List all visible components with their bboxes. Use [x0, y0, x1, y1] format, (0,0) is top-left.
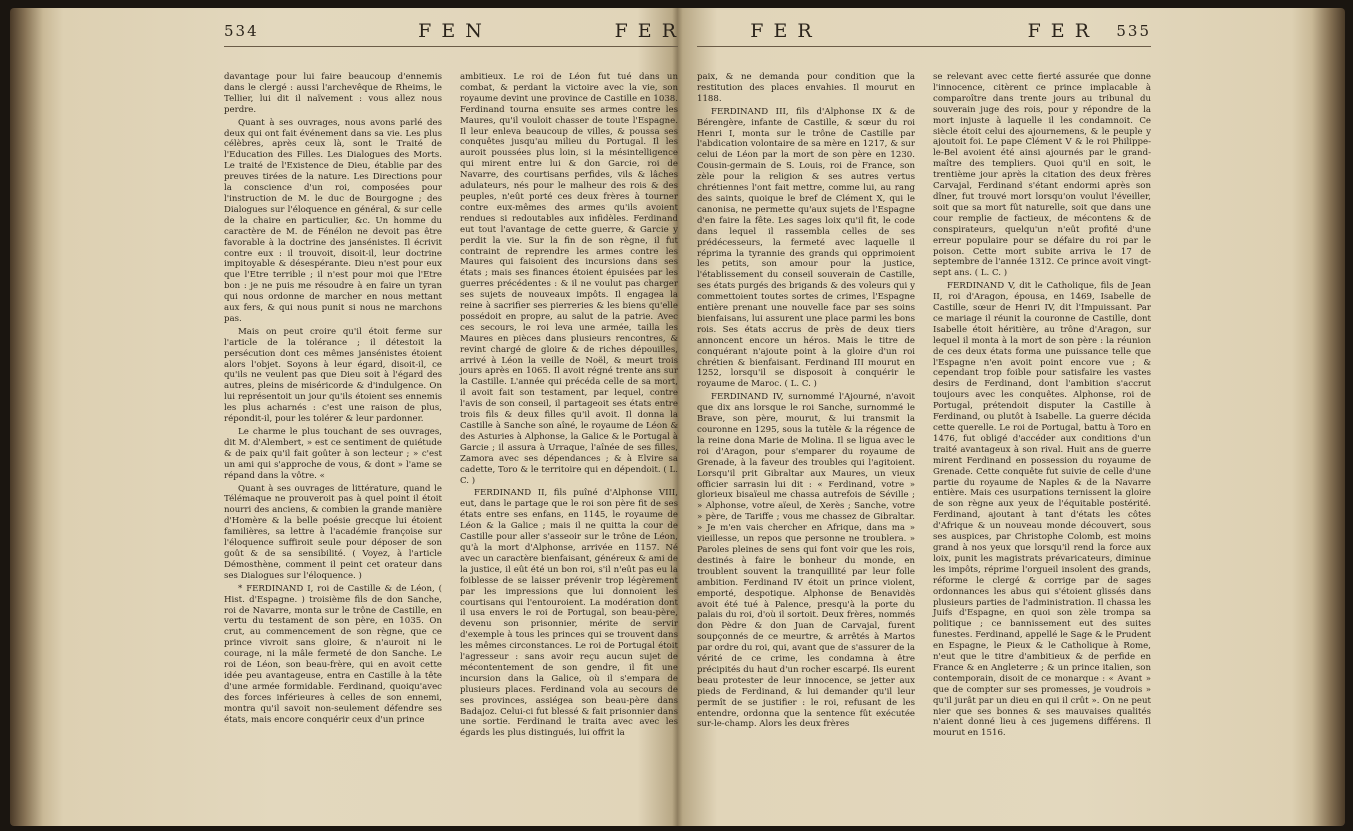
paragraph-entry: FERDINAND V, dit le Catholique, fils de Jean II, roi d'Aragon, épousa, en 1469, Isabelle de Castille, sœur de Henri IV, dit l'Impuissant. Par ce mariage il réunit la couronne de Castille, dont Isabelle étoit héritière, au trône d'Aragon, sur lequel il monta à la mort de son père : la réunion de ces deux états forma une puissance telle que l'Espagne n'en avoit point encore vue ; & cependant trop foible pour satisfaire les vastes desirs de Ferdinand, dont l'ambition s'accrut toujours avec les conquêtes. Alphonse, roi de Portugal, prétendoit disputer la Castille à Ferdinand, ou plutôt à Isabelle. La guerre décida cette querelle. Le roi de Portugal, battu à Toro en 1476, fut obligé d'accéder aux conditions d'un traité avantageux à son rival. Huit ans de guerre mirent Ferdinand en possession du royaume de Grenade. Cette conquête fut suivie de celle d'une partie du royaume de Naples & de la Navarre entière. Mais ces usurpations ternissent la gloire de son règne aux yeux de l'équitable postérité. Ferdinand, ajoutant à tant d'états les côtes d'Afrique & un nouveau monde découvert, sous ses auspices, par Christophe Colomb, est moins grand à nos yeux que lorsqu'il rend la force aux loix, punit les magistrats prévaricateurs, diminue les impôts, réprime l'orgueil insolent des grands, réforme le clergé & corrige par de sages ordonnances les abus qui s'étoient glissés dans plusieurs parties de l'administration. Il chassa les Juifs d'Espagne, en quoi son zèle trompa sa politique ; ce bannissement eut des suites funestes. Ferdinand, appellé le Sage & le Prudent en Espagne, le Pieux & le Catholique à Rome, n'eut que le titre d'ambitieux & de perfide en France & en Angleterre ; & un prince italien, son contemporain, disoit de ce monarque : « Avant » que de compter sur ses promesses, je voudrois » qu'il jurât par un dieu en qui il crût ». On ne peut nier que ses bonnes & ses mauvaises qualités n'aient donné lieu à ces jugemens différens. Il mourut en 1516. — [933, 281, 1151, 739]
text-column-right — [933, 72, 1151, 739]
text-column-left — [224, 72, 442, 725]
head-rule — [224, 46, 678, 47]
text-column-left — [697, 72, 915, 730]
paragraph: davantage pour lui faire beaucoup d'ennemis dans le clergé : aussi l'archevêque de Rheims, le Tellier, lui dit il naïvement : vous allez nous perdre. — [224, 72, 442, 115]
paragraph-entry: FERDINAND IV, surnommé l'Ajourné, n'avoit que dix ans lorsque le roi Sanche, surnommé le Brave, son père, mourut, & lui transmit la couronne en 1295, sous la tutèle & la régence de la reine dona Marie de Molina. Il se ligua avec le roi d'Aragon, pour s'emparer du royaume de Grenade, à la faveur des troubles qui l'agitoient. Lorsqu'il prit Gibraltar aux Maures, un vieux officier sarrasin lui dit : « Ferdinand, votre » glorieux bisaïeul me chassa autrefois de Séville ; » Alphonse, votre aïeul, de Xerès ; Sanche, votre » père, de Tariffe ; vous me chassez de Gibraltar. » Je m'en vais chercher en Afrique, dans ma » vieillesse, un repos que personne ne troublera. » Paroles pleines de sens qui font voir que les rois, destinés à faire le bonheur du monde, en troublent souvent la tranquillité par leur folle ambition. Ferdinand IV étoit un prince violent, emporté, despotique. Alphonse de Benavidès avoit été tué à Palence, presqu'à la porte du palais du roi, d'où il sortoit. Deux frères, nommés don Pèdre & don Juan de Carvajal, furent soupçonnés de ce meurtre, & arrêtés à Martos par ordre du roi, qui, avant que de s'assurer de la vérité de ce crime, les condamna à être précipités du haut d'un rocher escarpé. Ils eurent beau protester de leur innocence, se jetter aux pieds de Ferdinand, & lui demander qu'il leur permît de se justifier : le roi, refusant de les entendre, ordonna que la sentence fût exécutée sur-le-champ. Alors les deux frères — [697, 392, 915, 730]
page-number: 534 — [224, 22, 259, 40]
paragraph: Quant à ses ouvrages de littérature, quand le Télémaque ne prouveroit pas à quel point il étoit nourri des anciens, & combien la grande manière d'Homère & la belle poésie grecque lui étoient familières, sa lettre à l'académie françoise sur l'éloquence suffiroit seule pour déposer de son goût & de sa sensibilité. ( Voyez, à l'article Démosthène, comment il peint cet orateur dans ses Dialogues sur l'éloquence. ) — [224, 483, 442, 581]
right-page — [697, 20, 1151, 822]
paragraph: Quant à ses ouvrages, nous avons parlé des deux qui ont fait événement dans sa vie. Les plus célèbres, après ceux là, sont le Traité de l'Education des Filles. Les Dialogues des Morts. Le traité de l'Existence de Dieu, établie par des preuves tirées de la nature. Les Directions pour la conscience d'un roi, composées pour l'instruction de M. le duc de Bourgogne ; des Dialogues sur l'éloquence en général, & sur celle de la chaire en particulier, &c. Un homme du caractère de M. de Fénélon ne devoit pas être favorable à la doctrine des jansénistes. Il écrivit contre eux : il trouvoit, disoit-il, leur doctrine impitoyable & désespérante. Dieu n'est pour eux que l'Etre terrible ; il n'est pour moi que l'Etre bon : je ne puis me résoudre à en faire un tyran qui nous ordonne de marcher en nous mettant aux fers, & qui nous punit si nous ne marchons pas. — [224, 117, 442, 324]
text-column-right — [460, 72, 678, 739]
head-rule — [697, 46, 1151, 47]
paragraph: paix, & ne demanda pour condition que la restitution des places envahies. Il mourut en 1188. — [697, 72, 915, 104]
running-head-title: F E N — [418, 20, 484, 42]
running-head — [224, 20, 678, 46]
running-head-title-right: F E R — [614, 20, 678, 42]
running-head — [697, 20, 1151, 46]
running-head-title: F E R — [750, 20, 814, 42]
paragraph: Le charme le plus touchant de ses ouvrages, dit M. d'Alembert, » est ce sentiment de quiétude & de paix qu'il fait goûter à son lecteur ; » c'est un ami qui s'approche de vous, & dont » l'ame se répand dans la vôtre. « — [224, 427, 442, 481]
left-page — [224, 20, 678, 822]
paragraph-entry: FERDINAND II, fils puîné d'Alphonse VIII, eut, dans le partage que le roi son père fit de ses états entre ses enfans, en 1145, le royaume de Léon & la Galice ; mais il ne quitta la cour de Castille pour aller s'asseoir sur le trône de Léon, qu'à la mort d'Alphonse, arrivée en 1157. Né avec un caractère bienfaisant, généreux & ami de la justice, il eût été un bon roi, s'il n'eût pas eu la foiblesse de se laisser prévenir trop légèrement par les impressions que lui donnoient les courtisans qui l'entouroient. La modération dont il usa envers le roi de Portugal, son beau-père, devenu son prisonnier, mérite de servir d'exemple à tous les princes qui se trouvent dans les mêmes circonstances. Le roi de Portugal étoit l'agresseur : sans avoir reçu aucun sujet de mécontentement de son gendre, il fit une incursion dans la Galice, où il s'empara de plusieurs places. Ferdinand vola au secours de ses provinces, assiégea son beau-père dans Badajoz. Celui-ci fut blessé & fait prisonnier dans une sortie. Ferdinand le traita avec avec les égards les plus distingués, lui offrit la — [460, 488, 678, 739]
running-head-title-right: F E R — [1027, 20, 1091, 42]
paragraph-entry: FERDINAND III, fils d'Alphonse IX & de Bérengère, infante de Castille, & sœur du roi Henri I, monta sur le trône de Castille par l'abdication volontaire de sa mère en 1217, & sur celui de Léon par la mort de son père en 1230. Cousin-germain de S. Louis, roi de France, son zèle pour la religion & ses autres vertus chrétiennes l'ont fait mettre, comme lui, au rang des saints, quoique le bref de Clément X, qui le canonisa, ne permette qu'aux sujets de l'Espagne d'en faire la fête. Les sages loix qu'il fit, le code dans lequel il rassembla celles de ses prédécesseurs, la fermeté avec laquelle il réprima la tyrannie des grands qui opprimoient les petits, son amour pour la justice, l'établissement du conseil souverain de Castille, ses états purgés des brigands & des voleurs qui y commettoient toutes sortes de crimes, l'Espagne entière prenant une nouvelle face par ses soins bienfaisans, lui assurent une place parmi les bons rois. Ses états accrus de près de deux tiers annoncent encore un héros. Mais le titre de conquérant n'ajoute point à la gloire d'un roi chrétien & bienfaisant. Ferdinand III mourut en 1252, lorsqu'il se disposoit à conquérir le royaume de Maroc. ( L. C. ) — [697, 106, 915, 390]
open-book — [10, 8, 1345, 826]
paragraph: se relevant avec cette fierté assurée que donne l'innocence, citèrent ce prince implacable à comparoître dans trente jours au tribunal du souverain juge des rois, pour y répondre de la mort injuste à laquelle il les condamnoit. Ce siècle étoit celui des ajournemens, & le peuple y ajoutoit foi. Le pape Clément V & le roi Philippe-le-Bel avoient été ainsi ajournés par le grand-maître des templiers. Quoi qu'il en soit, le trentième jour après la citation des deux frères Carvajal, Ferdinand s'étant endormi après son dîner, fut trouvé mort lorsqu'on voulut l'éveiller, soit que sa mort fût naturelle, soit que dans une cour remplie de factieux, de mécontens & de conspirateurs, quelqu'un n'eût profité d'une erreur populaire pour se défaire du roi par le poison. Cette mort subite arriva le 17 de septembre de l'année 1312. Ce prince avoit vingt-sept ans. ( L. C. ) — [933, 72, 1151, 279]
paragraph: Mais on peut croire qu'il étoit ferme sur l'article de la tolérance ; il détestoit la persécution dont ces mêmes jansénistes étoient alors l'objet. Soyons à leur égard, disoit-il, ce qu'ils ne veulent pas que Dieu soit à l'égard des autres, pleins de miséricorde & d'indulgence. On lui représentoit un jour qu'ils étoient ses ennemis les plus acharnés : c'est une raison de plus, répondit-il, pour les tolérer & leur pardonner. — [224, 326, 442, 425]
page-number: 535 — [1116, 22, 1151, 40]
paragraph: ambitieux. Le roi de Léon fut tué dans un combat, & perdant la victoire avec la vie, son royaume devint une province de Castille en 1038. Ferdinand tourna ensuite ses armes contre les Maures, qu'il vouloit chasser de toute l'Espagne. Il leur enleva beaucoup de villes, & poussa ses conquêtes jusqu'au milieu du Portugal. Il les auroit poussées plus loin, si la mésintelligence qui mirent entre lui & don Garcie, roi de Navarre, des courtisans perfides, vils & lâches adulateurs, nés pour le malheur des rois & des peuples, n'eût porté ces deux frères à tourner contre eux-mêmes des armes qu'ils avoient rendues si redoutables aux infidèles. Ferdinand eut tout l'avantage de cette guerre, & Garcie y perdit la vie. Sur la fin de son règne, il fut contraint de reprendre les armes contre les Maures qui faisoient des incursions dans ses états ; mais ses finances étoient épuisées par les guerres précédentes : & il ne voulut pas charger ses sujets de nouveaux impôts. Il engagea la reine à sacrifier ses pierreries & les biens qu'elle possédoit en propre, au salut de la patrie. Avec ces secours, le roi leva une armée, tailla les Maures en pièces dans plusieurs rencontres, & revint chargé de gloire & de riches dépouilles, arrivé à Léon la veille de Noël, & meurt trois jours après en 1065. Il avoit régné trente ans sur la Castille. L'année qui précéda celle de sa mort, il avoit fait son testament, par lequel, contre l'avis de son conseil, il partageoit ses états entre trois fils & deux filles qu'il avoit. Il donna la Castille à Sanche son aîné, le royaume de Léon & des Asturies à Alphonse, la Galice & le Portugal à Garcie ; il assura à Urraque, l'aînée de ses filles, Zamora avec ses dépendances ; & à Elvire sa cadette, Toro & le territoire qui en dépendoit. ( L. C. ) — [460, 72, 678, 486]
paragraph-entry: * FERDINAND I, roi de Castille & de Léon, ( Hist. d'Espagne. ) troisième fils de don Sanche, roi de Navarre, monta sur le trône de Castille, en vertu du testament de son père, en 1035. On crut, au commencement de son règne, que ce prince vivroit sans gloire, & n'auroit ni le courage, ni la mâle fermeté de don Sanche. Le roi de Léon, son beau-frère, qui en avoit cette idée peu avantageuse, entra en Castille à la tête d'une armée formidable. Ferdinand, quoiqu'avec des forces inférieures à celles de son ennemi, montra qu'il savoit non-seulement défendre ses états, mais encore conquérir ceux d'un prince — [224, 583, 442, 725]
